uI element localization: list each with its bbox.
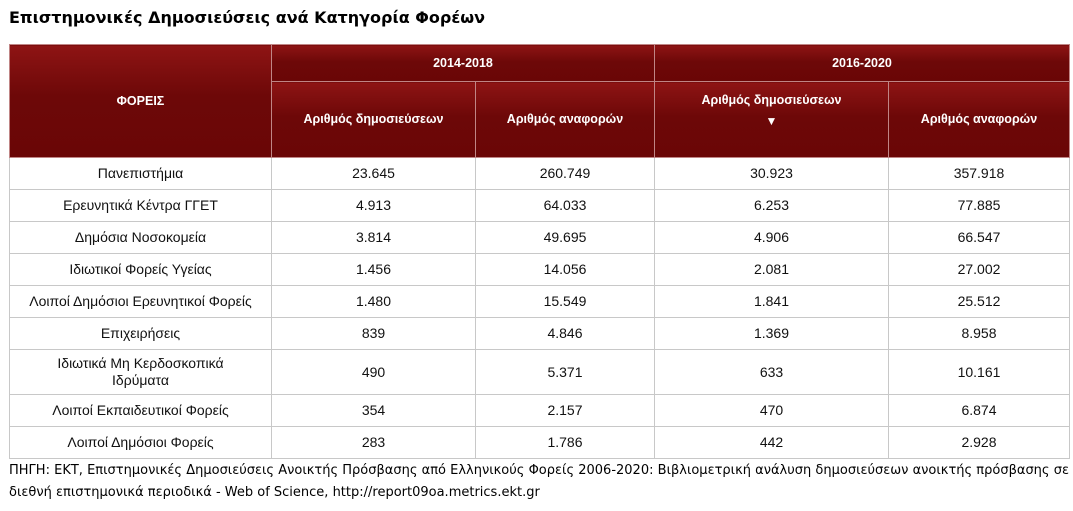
column-header-label: Αριθμός δημοσιεύσεων	[303, 112, 444, 126]
column-header-p1-cites[interactable]	[476, 82, 655, 158]
row-value-cell-p2-cites: 25.512	[889, 286, 1070, 318]
table-row	[10, 395, 1070, 427]
row-value-cell-p2-pubs: 442	[655, 427, 889, 459]
row-value-cell-p2-cites: 6.874	[889, 395, 1070, 427]
row-value-cell-p2-cites: 66.547	[889, 222, 1070, 254]
row-category-cell: Ερευνητικά Κέντρα ΓΓΕΤ	[10, 190, 272, 222]
row-value-cell-p1-pubs: 4.913	[272, 190, 476, 222]
row-value-cell-p2-pubs: 1.841	[655, 286, 889, 318]
row-value-cell-p2-pubs: 2.081	[655, 254, 889, 286]
row-value-cell-p1-pubs: 839	[272, 318, 476, 350]
row-value-cell-p1-pubs: 490	[272, 350, 476, 395]
table-row	[10, 318, 1070, 350]
row-value-cell-p1-pubs: 3.814	[272, 222, 476, 254]
row-value-cell-p2-pubs: 1.369	[655, 318, 889, 350]
sort-down-icon: ▼	[765, 114, 778, 128]
row-value-cell-p2-cites: 2.928	[889, 427, 1070, 459]
row-category-cell: Ιδιωτικοί Φορείς Υγείας	[10, 254, 272, 286]
period-header-2014-2018: 2014-2018	[272, 45, 655, 82]
row-value-cell-p1-cites: 260.749	[476, 158, 655, 190]
source-note: ΠΗΓΗ: ΕΚΤ, Επιστημονικές Δημοσιεύσεις Ανοικτής Πρόσβασης από Ελληνικούς Φορείς 2006-2020: Βιβλιομετρική ανάλυση δημοσιεύσεων ανοικτής πρόσβασης σε διεθνή επιστημονικά περιοδικά - Web of Science, http://report09oa.metrics.ekt.gr	[9, 463, 1069, 500]
column-header-p2-cites[interactable]	[889, 82, 1070, 158]
table-row	[10, 350, 1070, 395]
table-row	[10, 222, 1070, 254]
column-header-label: Αριθμός αναφορών	[506, 112, 624, 126]
column-header-p1-pubs[interactable]	[272, 82, 476, 158]
row-value-cell-p1-cites: 2.157	[476, 395, 655, 427]
table-row	[10, 286, 1070, 318]
row-value-cell-p1-pubs: 1.480	[272, 286, 476, 318]
row-category-cell: Λοιποί Δημόσιοι Φορείς	[10, 427, 272, 459]
row-value-cell-p2-cites: 8.958	[889, 318, 1070, 350]
page-title: Επιστημονικές Δημοσιεύσεις ανά Κατηγορία Φορέων	[9, 8, 486, 27]
table-row	[10, 427, 1070, 459]
row-value-cell-p2-pubs: 633	[655, 350, 889, 395]
table-row	[10, 254, 1070, 286]
column-header-label: Αριθμός δημοσιεύσεων	[701, 93, 842, 107]
row-value-cell-p2-pubs: 6.253	[655, 190, 889, 222]
row-value-cell-p1-cites: 4.846	[476, 318, 655, 350]
row-value-cell-p2-pubs: 4.906	[655, 222, 889, 254]
row-category-cell: Λοιποί Δημόσιοι Ερευνητικοί Φορείς	[10, 286, 272, 318]
row-value-cell-p2-cites: 357.918	[889, 158, 1070, 190]
row-value-cell-p2-cites: 27.002	[889, 254, 1070, 286]
row-value-cell-p2-pubs: 470	[655, 395, 889, 427]
row-category-cell: Ιδιωτικά Μη Κερδοσκοπικά Ιδρύματα	[10, 350, 272, 395]
row-category-cell: Λοιποί Εκπαιδευτικοί Φορείς	[10, 395, 272, 427]
row-value-cell-p1-pubs: 23.645	[272, 158, 476, 190]
row-category-cell: Δημόσια Νοσοκομεία	[10, 222, 272, 254]
row-value-cell-p1-cites: 49.695	[476, 222, 655, 254]
row-category-cell: Επιχειρήσεις	[10, 318, 272, 350]
row-value-cell-p1-cites: 14.056	[476, 254, 655, 286]
row-value-cell-p1-cites: 15.549	[476, 286, 655, 318]
row-category-cell: Πανεπιστήμια	[10, 158, 272, 190]
column-header-label: Αριθμός αναφορών	[920, 112, 1038, 126]
row-value-cell-p1-pubs: 354	[272, 395, 476, 427]
row-value-cell-p2-cites: 10.161	[889, 350, 1070, 395]
period-header-2016-2020: 2016-2020	[655, 45, 1070, 82]
row-value-cell-p1-pubs: 283	[272, 427, 476, 459]
publications-table	[9, 44, 1070, 459]
row-value-cell-p1-cites: 5.371	[476, 350, 655, 395]
row-value-cell-p2-pubs: 30.923	[655, 158, 889, 190]
table-row	[10, 190, 1070, 222]
row-value-cell-p2-cites: 77.885	[889, 190, 1070, 222]
table-row	[10, 158, 1070, 190]
row-value-cell-p1-pubs: 1.456	[272, 254, 476, 286]
column-header-p2-pubs[interactable]	[655, 82, 889, 158]
column-header-foreis: ΦΟΡΕΙΣ	[10, 45, 272, 158]
row-value-cell-p1-cites: 1.786	[476, 427, 655, 459]
row-value-cell-p1-cites: 64.033	[476, 190, 655, 222]
table-body	[10, 158, 1070, 459]
